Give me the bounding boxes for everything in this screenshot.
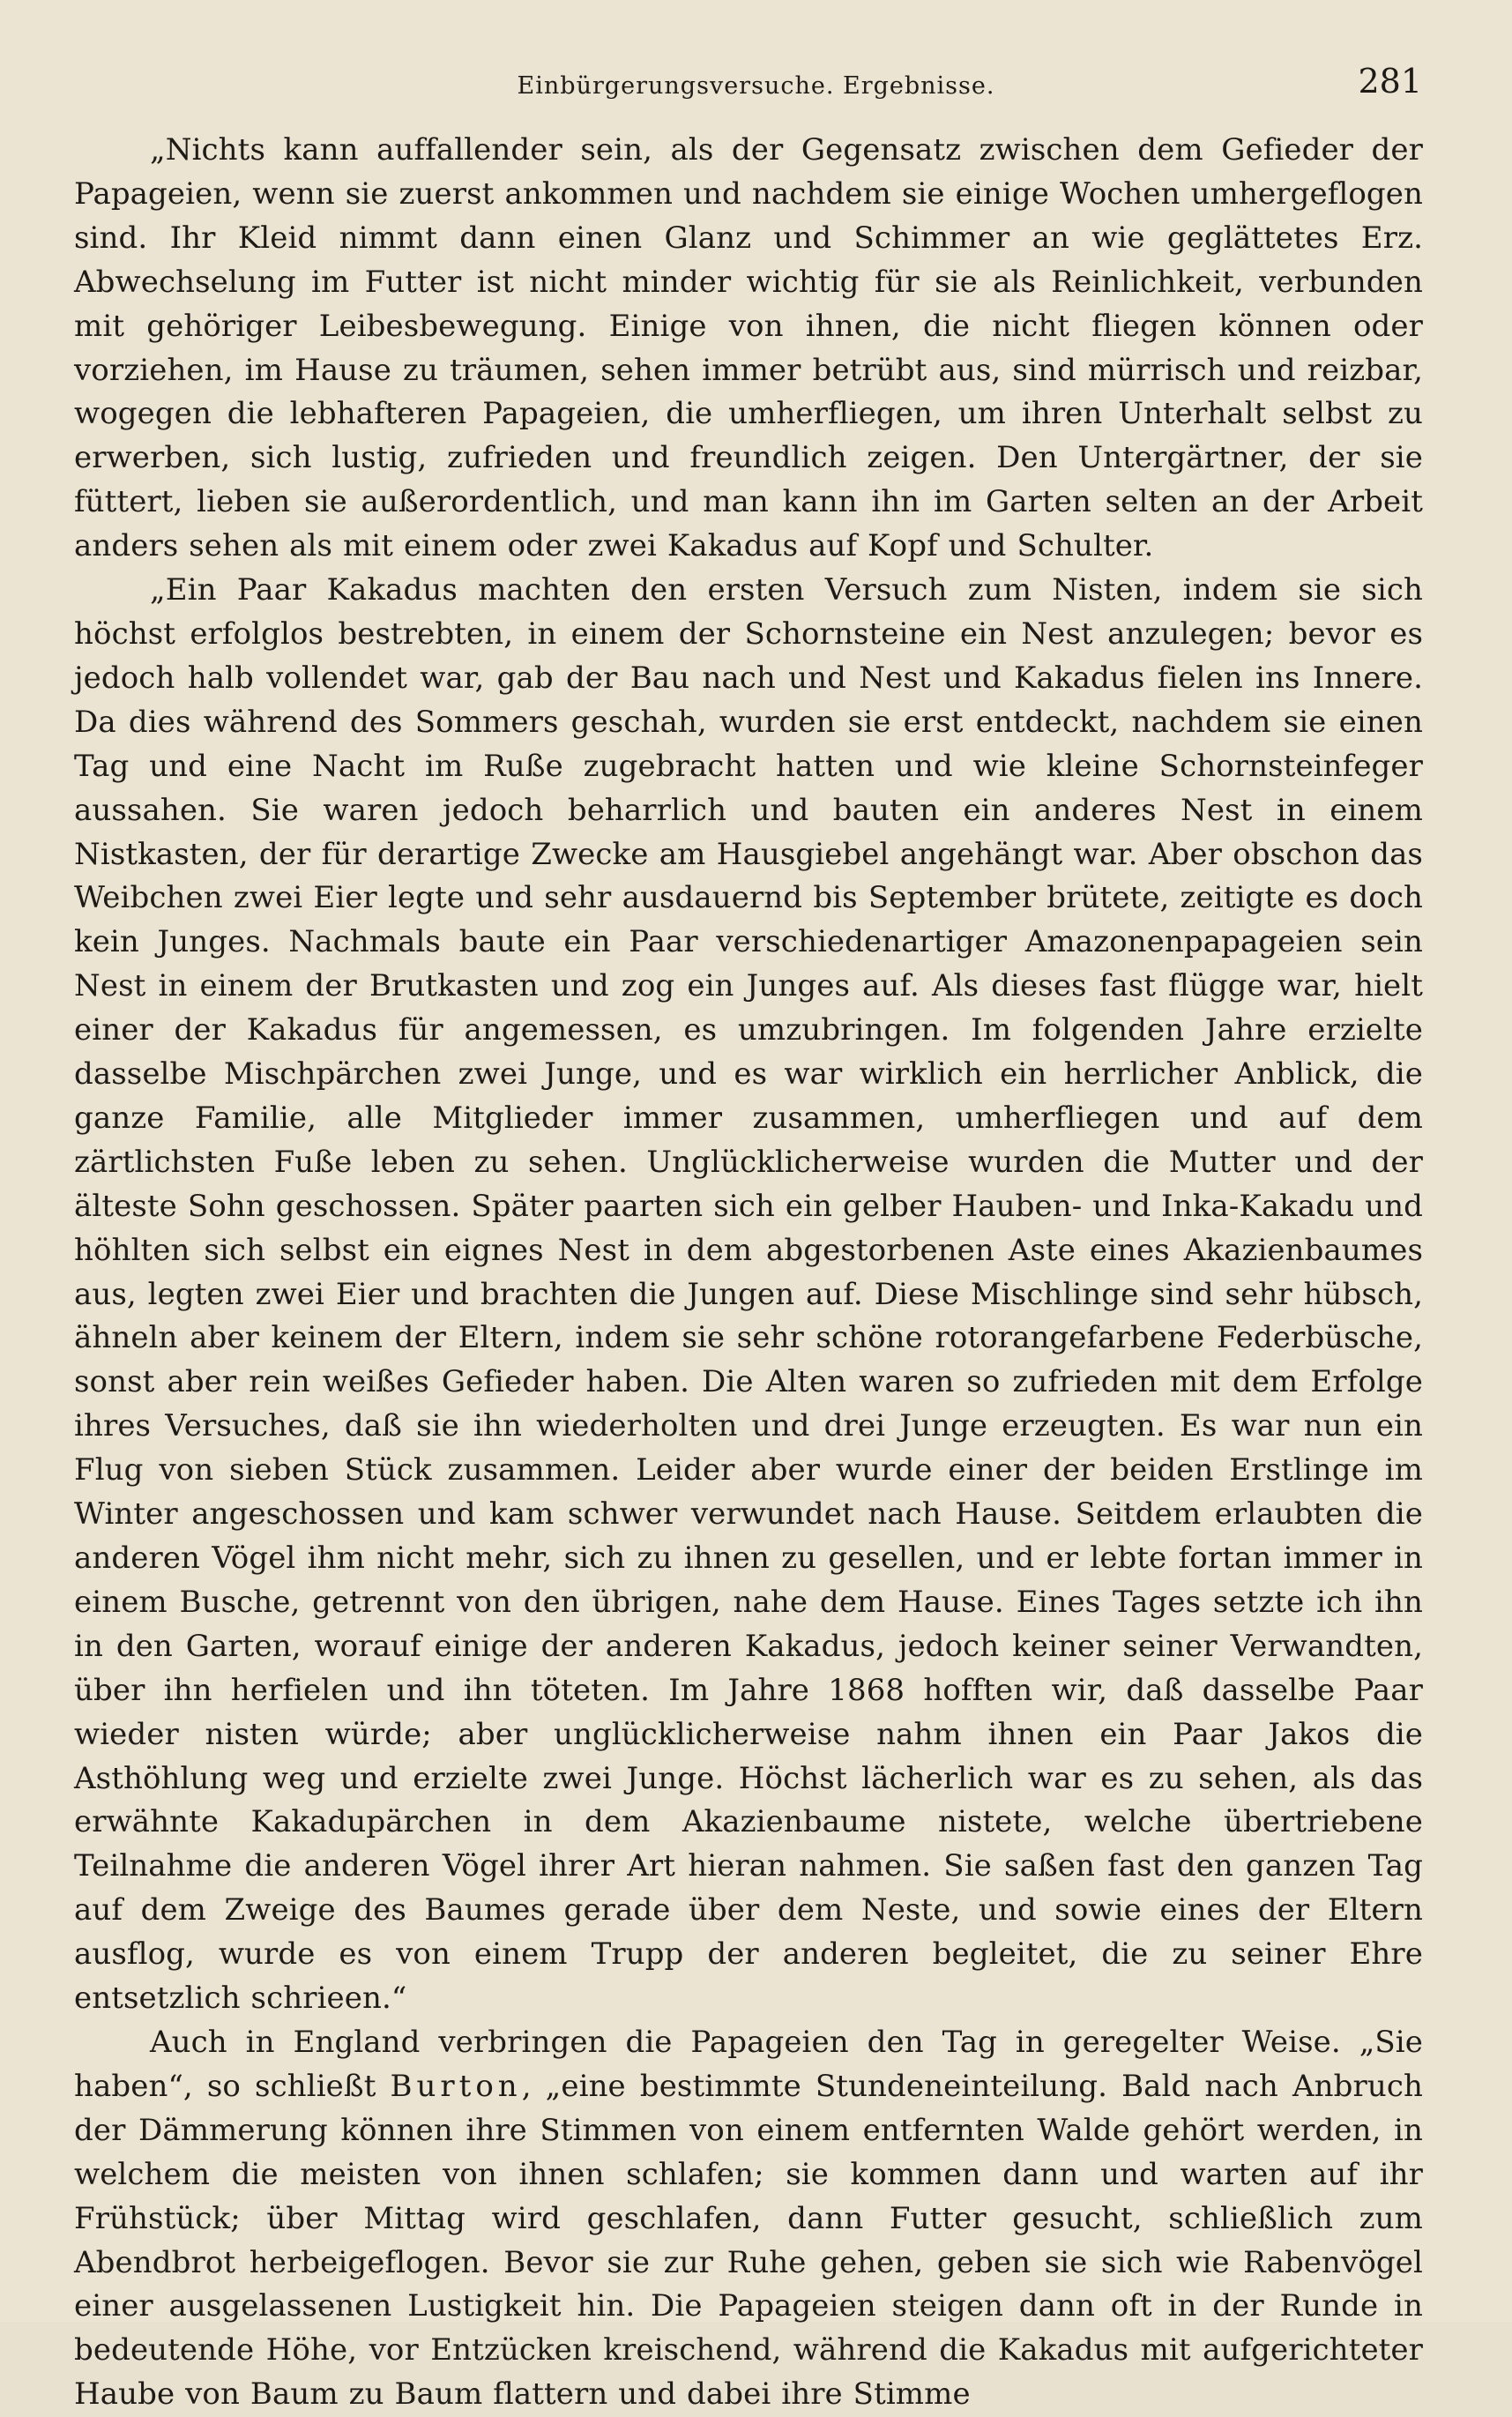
author-name-burton: Burton [390, 2068, 522, 2104]
running-title: Einbürgerungsversuche. Ergebnisse. [517, 72, 995, 100]
text-body [74, 129, 1423, 2417]
paragraph-2: „Ein Paar Kakadus machten den ersten Versuch zum Nisten, indem sie sich höchst erfolglos bestrebten, in einem der Schornsteine ein Nest anzulegen; bevor es jedoch halb vollendet war, gab der Bau nach und Nest und Kakadus fielen ins Innere. Da dies während des Sommers geschah, wurden sie erst entdeckt, nachdem sie einen Tag und eine Nacht im Ruße zugebracht hatten und wie kleine Schornsteinfeger aussahen. Sie waren jedoch beharrlich und bauten ein anderes Nest in einem Nistkasten, der für derartige Zwecke am Hausgiebel angehängt war. Aber obschon das Weibchen zwei Eier legte und sehr ausdauernd bis September brütete, zeitigte es doch kein Junges. Nachmals baute ein Paar verschiedenartiger Amazonenpapageien sein Nest in einem der Brutkasten und zog ein Junges auf. Als dieses fast flügge war, hielt einer der Kakadus für angemessen, es umzubringen. Im folgenden Jahre erzielte dasselbe Mischpärchen zwei Junge, und es war wirklich ein herrlicher Anblick, die ganze Familie, alle Mitglieder immer zusammen, umherfliegen und auf dem zärtlichsten Fuße leben zu sehen. Unglücklicherweise wurden die Mutter und der älteste Sohn geschossen. Später paarten sich ein gelber Hauben- und Inka-Kakadu und höhlten sich selbst ein eignes Nest in dem abgestorbenen Aste eines Akazienbaumes aus, legten zwei Eier und brachten die Jungen auf. Diese Mischlinge sind sehr hübsch, ähneln aber keinem der Eltern, indem sie sehr schöne rotorangefarbene Federbüsche, sonst aber rein weißes Gefieder haben. Die Alten waren so zufrieden mit dem Erfolge ihres Versuches, daß sie ihn wiederholten und drei Junge erzeugten. Es war nun ein Flug von sieben Stück zusammen. Leider aber wurde einer der beiden Erstlinge im Winter angeschossen und kam schwer verwundet nach Hause. Seitdem erlaubten die anderen Vögel ihm nicht mehr, sich zu ihnen zu gesellen, und er lebte fortan immer in einem Busche, getrennt von den übrigen, nahe dem Hause. Eines Tages setzte ich ihn in den Garten, worauf einige der anderen Kakadus, jedoch keiner seiner Verwandten, über ihn herfielen und ihn töteten. Im Jahre 1868 hofften wir, daß dasselbe Paar wieder nisten würde; aber unglücklicherweise nahm ihnen ein Paar Jakos die Asthöhlung weg und erzielte zwei Junge. Höchst lächerlich war es zu sehen, als das erwähnte Kakadupärchen in dem Akazienbaume nistete, welche übertriebene Teilnahme die anderen Vögel ihrer Art hieran nahmen. Sie saßen fast den ganzen Tag auf dem Zweige des Baumes gerade über dem Neste, und sowie eines der Eltern ausflog, wurde es von einem Trupp der anderen begleitet, die zu seiner Ehre entsetzlich schrieen.“ [74, 572, 1423, 2017]
paragraph-3 [74, 2021, 1423, 2417]
paragraph-1: „Nichts kann auffallender sein, als der Gegensatz zwischen dem Gefieder der Papageien, wenn sie zuerst ankommen und nachdem sie einige Wochen umhergeflogen sind. Ihr Kleid nimmt dann einen Glanz und Schimmer an wie geglättetes Erz. Abwechselung im Futter ist nicht minder wichtig für sie als Reinlichkeit, verbunden mit gehöriger Leibesbewegung. Einige von ihnen, die nicht fliegen können oder vorziehen, im Hause zu träumen, sehen immer betrübt aus, sind mürrisch und reizbar, wogegen die lebhafteren Papageien, die umherfliegen, um ihren Unterhalt selbst zu erwerben, sich lustig, zufrieden und freundlich zeigen. Den Untergärtner, der sie füttert, lieben sie außerordentlich, und man kann ihn im Garten selten an der Arbeit anders sehen als mit einem oder zwei Kakadus auf Kopf und Schulter. [74, 132, 1423, 564]
paragraph-3-rest: , „eine bestimmte Stundeneinteilung. Bald nach Anbruch der Dämmerung können ihre Stimmen von einem entfernten Walde gehört werden, in welchem die meisten von ihnen schlafen; sie kommen dann und warten auf ihr Frühstück; über Mittag wird geschlafen, dann Futter gesucht, schließlich zum Abendbrot herbeigeflogen. Bevor sie zur Ruhe gehen, geben sie sich wie Rabenvögel einer ausgelassenen Lustigkeit hin. Die Papageien steigen dann oft in der Runde in bedeutende Höhe, vor Entzücken kreischend, während die Kakadus mit aufgerichteter Haube von Baum zu Baum flattern und dabei ihre Stimme [74, 2068, 1423, 2413]
page-number: 281 [1358, 62, 1422, 101]
paragraph-3-start: Auch in England verbringen die Papageien den Tag in geregelter Weise. „Sie haben“, so schließt [74, 2024, 1423, 2104]
running-head [0, 62, 1512, 115]
